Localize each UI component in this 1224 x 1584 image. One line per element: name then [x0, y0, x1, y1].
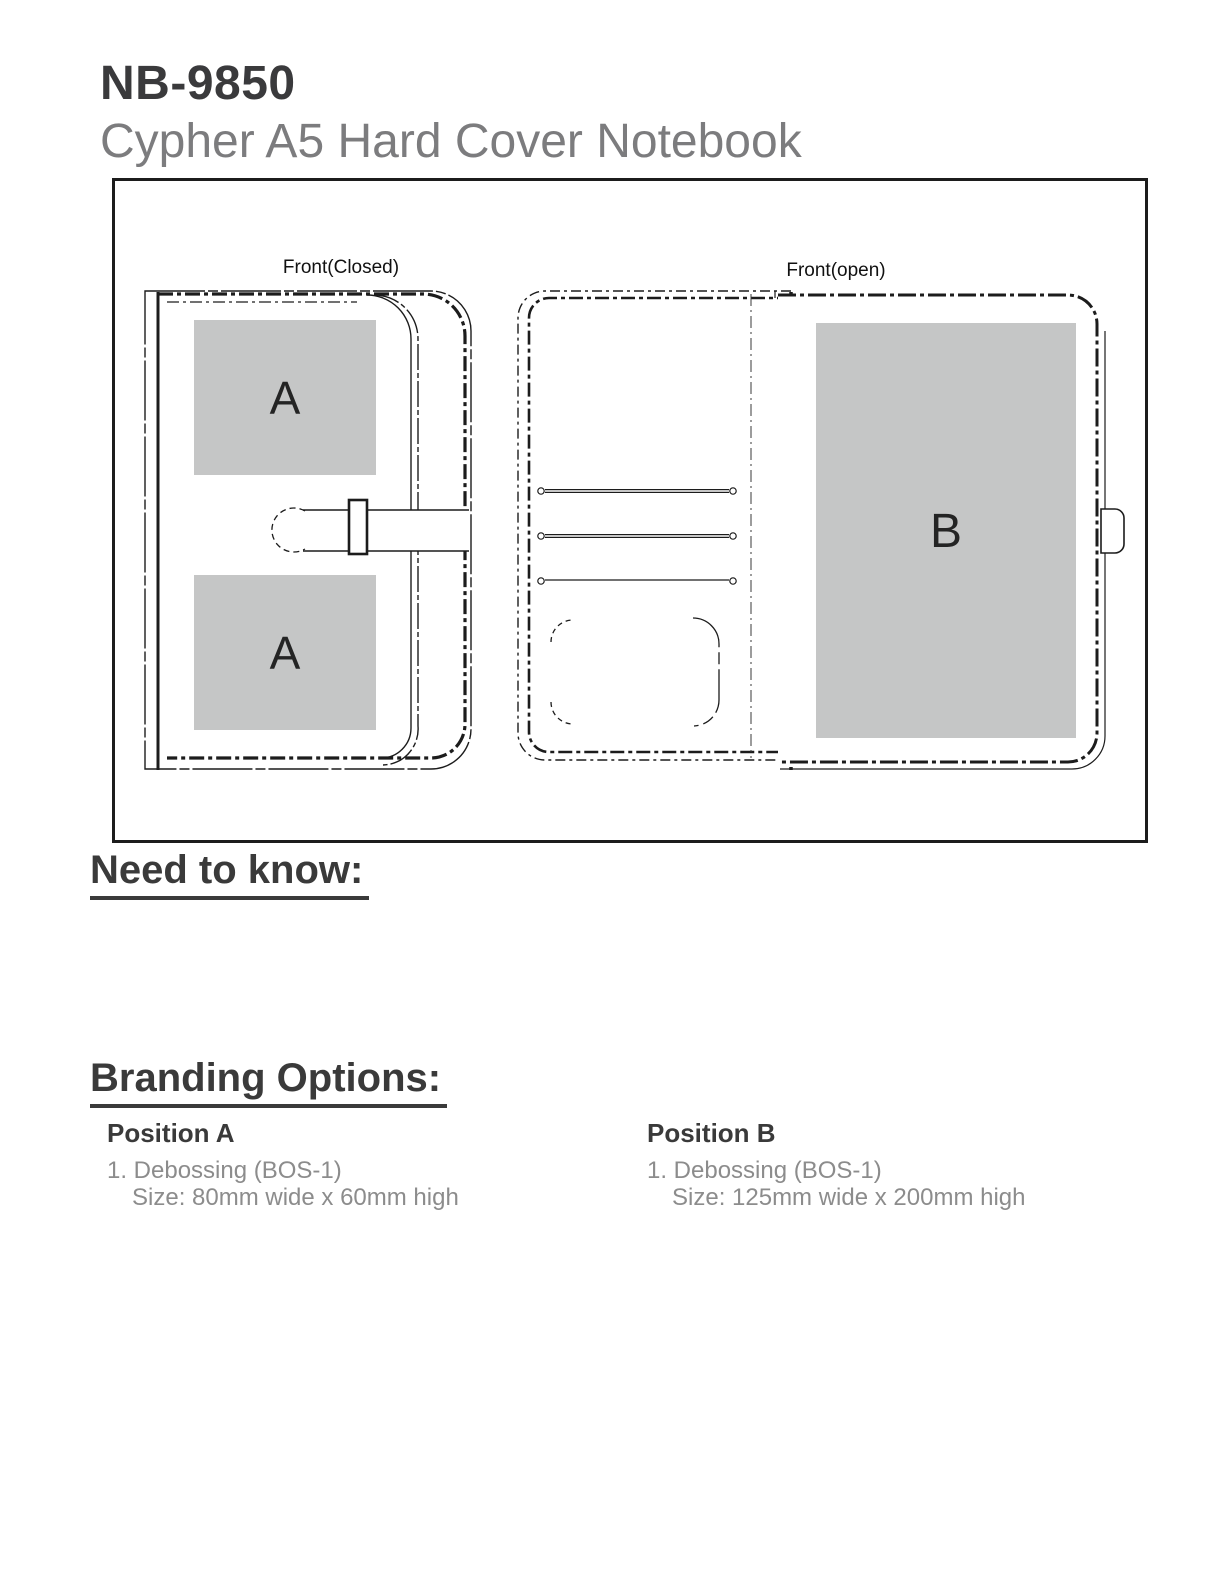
strap-clasp	[349, 500, 367, 554]
brand-area-b-label: B	[929, 505, 963, 558]
product-diagram-box	[112, 178, 1148, 843]
notebook-technical-drawing	[115, 181, 1145, 840]
brand-area-a-bottom-label: A	[269, 627, 301, 679]
position-a-size: Size: 80mm wide x 60mm high	[132, 1184, 459, 1211]
branding-options-heading: Branding Options:	[90, 1056, 447, 1108]
product-code-title: NB-9850	[100, 57, 296, 110]
need-to-know-heading: Need to know:	[90, 848, 369, 900]
strap-band	[301, 510, 469, 551]
closed-notebook-drawing	[145, 291, 471, 770]
brand-area-a-top-label: A	[269, 372, 301, 424]
position-a-method: 1. Debossing (BOS-1)	[107, 1157, 342, 1184]
position-b-title: Position B	[647, 1118, 776, 1148]
strap-loop-tab	[1101, 509, 1124, 553]
open-view-label: Front(open)	[786, 260, 886, 281]
closed-view-label: Front(Closed)	[282, 257, 400, 278]
position-b-method: 1. Debossing (BOS-1)	[647, 1157, 882, 1184]
product-name-subtitle: Cypher A5 Hard Cover Notebook	[100, 115, 802, 168]
position-b-size: Size: 125mm wide x 200mm high	[672, 1184, 1026, 1211]
open-notebook-drawing	[518, 291, 1124, 770]
branding-options-section	[90, 1056, 447, 1108]
branding-position-b-block	[647, 1118, 1107, 1211]
branding-position-a-block	[107, 1118, 567, 1211]
need-to-know-section	[90, 848, 369, 900]
position-a-title: Position A	[107, 1118, 235, 1148]
